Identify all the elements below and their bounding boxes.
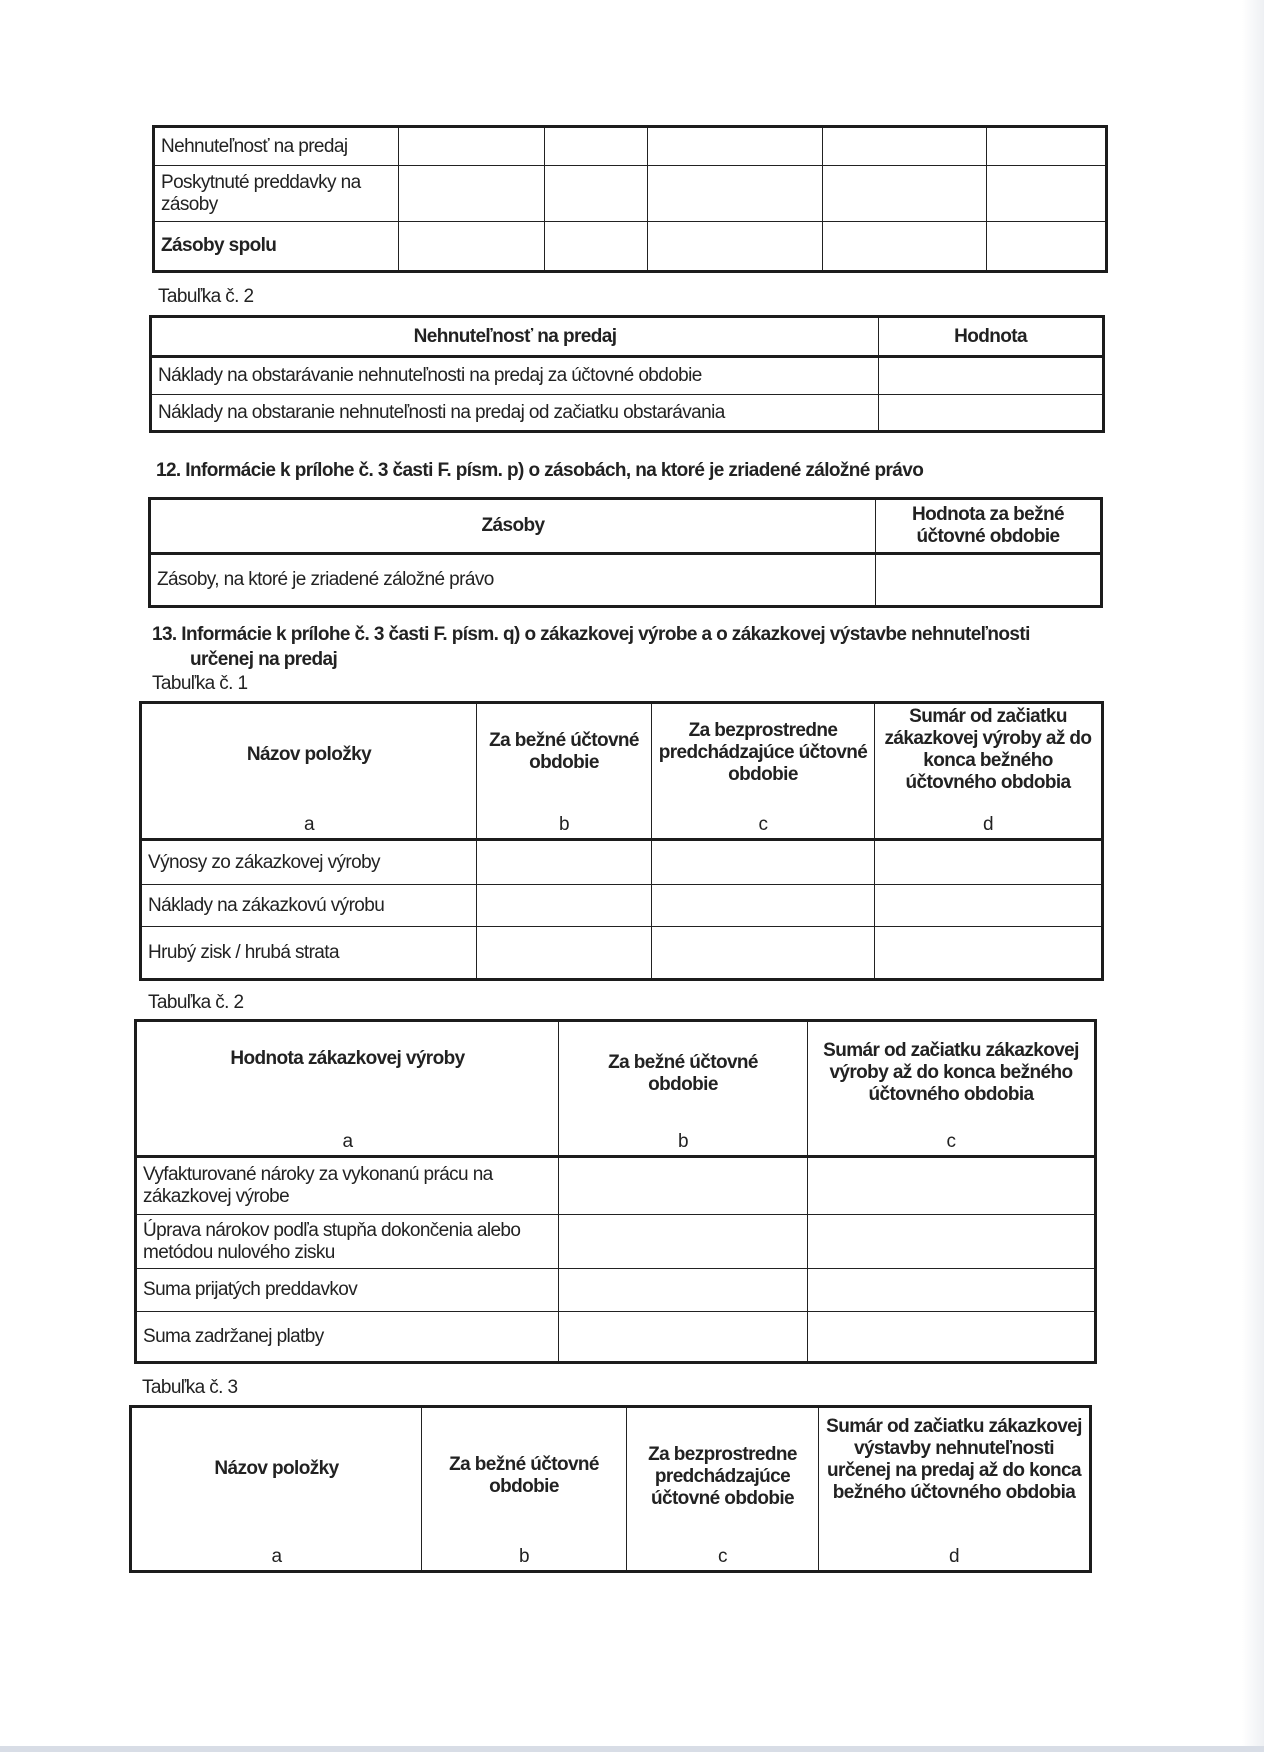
- contract-production-table-2: [134, 1019, 1097, 1364]
- real-estate-for-sale-table: [149, 315, 1105, 433]
- scan-edge: [1242, 0, 1264, 1752]
- table-caption: Tabuľka č. 3: [142, 1377, 238, 1398]
- table-caption: Tabuľka č. 2: [158, 286, 254, 307]
- column-header: Za bezprostredne predchádzajúce účtovné obdobie c: [627, 1407, 819, 1572]
- row-label-total: Zásoby spolu: [154, 222, 399, 272]
- table-row: [154, 222, 1107, 272]
- table-row: [150, 554, 1102, 607]
- scan-bottom-edge: [0, 1746, 1264, 1752]
- contract-construction-table-3: [129, 1405, 1092, 1573]
- table-caption: Tabuľka č. 1: [152, 673, 248, 694]
- column-header: Nehnuteľnosť na predaj: [151, 317, 879, 357]
- row-label: Zásoby, na ktoré je zriadené záložné právo: [150, 554, 876, 607]
- column-header: Hodnota zákazkovej výroby a: [136, 1021, 559, 1157]
- table-row: [136, 1215, 1096, 1269]
- column-header: Sumár od začiatku zákazkovej výstavby nehnuteľnosti určenej na predaj až do konca bežného účtovného obdobia d: [819, 1407, 1091, 1572]
- inventory-table-continued: [152, 125, 1108, 273]
- table-row: [136, 1269, 1096, 1312]
- row-label: Hrubý zisk / hrubá strata: [141, 927, 477, 980]
- column-header: Názov položky a: [131, 1407, 422, 1572]
- table-row: [141, 885, 1103, 927]
- table-row: [141, 840, 1103, 885]
- row-label: Náklady na obstarávanie nehnuteľnosti na predaj za účtovné obdobie: [151, 357, 879, 395]
- column-header: Hodnota: [879, 317, 1104, 357]
- column-header: Za bežné účtovné obdobie b: [477, 703, 652, 840]
- row-label: Náklady na zákazkovú výrobu: [141, 885, 477, 927]
- row-label: Suma zadržanej platby: [136, 1312, 559, 1363]
- section-12-heading: 12. Informácie k prílohe č. 3 časti F. písm. p) o zásobách, na ktoré je zriadené záložné právo: [156, 460, 924, 481]
- table-row: [154, 166, 1107, 222]
- column-header: Za bezprostredne predchádzajúce účtovné obdobie c: [652, 703, 875, 840]
- table-caption: Tabuľka č. 2: [148, 992, 244, 1013]
- column-header: Zásoby: [150, 499, 876, 554]
- row-label: Úprava nárokov podľa stupňa dokončenia alebo metódou nulového zisku: [136, 1215, 559, 1269]
- row-label: Poskytnuté preddavky na zásoby: [154, 166, 399, 222]
- column-header: Hodnota za bežné účtovné obdobie: [876, 499, 1102, 554]
- section-13-heading: 13. Informácie k prílohe č. 3 časti F. písm. q) o zákazkovej výrobe a o zákazkovej výstavbe nehnuteľnosti: [152, 624, 1030, 645]
- column-header: Za bežné účtovné obdobie b: [422, 1407, 627, 1572]
- table-row: [136, 1312, 1096, 1363]
- row-label: Suma prijatých preddavkov: [136, 1269, 559, 1312]
- table-row: [151, 357, 1104, 395]
- table-row: [154, 127, 1107, 166]
- column-header: Za bežné účtovné obdobie b: [559, 1021, 808, 1157]
- contract-production-table-1: [139, 701, 1104, 981]
- row-label: Vyfakturované nároky za vykonanú prácu na zákazkovej výrobe: [136, 1157, 559, 1215]
- table-row: [136, 1157, 1096, 1215]
- row-label: Výnosy zo zákazkovej výroby: [141, 840, 477, 885]
- table-row: [151, 395, 1104, 432]
- row-label: Nehnuteľnosť na predaj: [154, 127, 399, 166]
- column-header: Sumár od začiatku zákazkovej výroby až do konca bežného účtovného obdobia d: [875, 703, 1103, 840]
- section-13-heading-line2: určenej na predaj: [190, 649, 338, 670]
- pledged-inventory-table: [148, 497, 1103, 608]
- column-header: Názov položky a: [141, 703, 477, 840]
- table-row: [141, 927, 1103, 980]
- column-header: Sumár od začiatku zákazkovej výroby až do konca bežného účtovného obdobia c: [808, 1021, 1096, 1157]
- row-label: Náklady na obstaranie nehnuteľnosti na predaj od začiatku obstarávania: [151, 395, 879, 432]
